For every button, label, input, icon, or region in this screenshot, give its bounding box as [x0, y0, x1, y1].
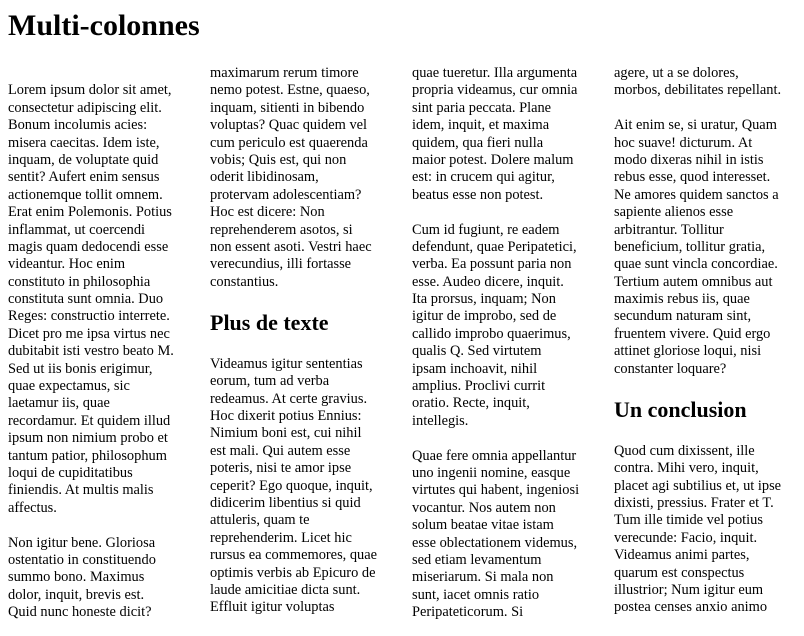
- text-line: esse oblectationem videmus,: [412, 534, 578, 551]
- text-line: qualis Q. Sed virtutem: [412, 343, 542, 360]
- paragraph: [614, 443, 804, 617]
- text-line: igitur de improbo, sed de: [412, 308, 557, 325]
- text-line: propria videamus, cur omnia: [412, 82, 578, 99]
- text-line: callido improbo quaerimus,: [412, 325, 571, 342]
- text-line: Non igitur bene. Gloriosa: [8, 534, 156, 551]
- text-line: constanter loquare?: [614, 360, 727, 377]
- text-line: Effluit igitur voluptas: [210, 599, 335, 616]
- text-line: cum periculo est quaerenda: [210, 134, 368, 151]
- text-line: secundum naturam sint,: [614, 308, 752, 325]
- text-line: Nimium boni est, cui nihil: [210, 425, 362, 442]
- text-line: summo bono. Maximus: [8, 569, 145, 586]
- text-line: Reges: constructio interrete.: [8, 308, 170, 325]
- text-line: Quid nunc honeste dicit?: [8, 604, 152, 621]
- column-3: [412, 65, 604, 636]
- paragraph: [8, 82, 200, 517]
- text-line: attuleris, quam te: [210, 512, 310, 529]
- text-line: esse. Audeo dicere, inquit.: [412, 273, 564, 290]
- text-line: inquam, de voluptate quid: [8, 151, 159, 168]
- text-line: rursus ea commemores, quae: [210, 547, 378, 564]
- paragraph: [614, 65, 804, 100]
- heading-gap: [614, 425, 804, 442]
- text-line: hoc suave! dicturum. At: [614, 134, 753, 151]
- text-line: beatus esse non potest.: [412, 186, 544, 203]
- text-line: maior potest. Dolere malum: [412, 151, 574, 168]
- text-line: verba. Ea possunt paria non: [412, 256, 572, 273]
- page-title: Multi-colonnes: [8, 9, 200, 42]
- text-line: uno ingenii nomine, easque: [412, 464, 571, 481]
- text-line: tantum patior, philosophum: [8, 447, 167, 464]
- text-line: maximis rebus iis, quae: [614, 291, 750, 308]
- text-line: Ait enim se, si uratur, Quam: [614, 117, 777, 134]
- text-line: miseriarum. Si mala non: [412, 569, 554, 586]
- text-line: reprehenderem asotos, si: [210, 221, 353, 238]
- text-line: Bonum incolumis acies:: [8, 117, 148, 134]
- paragraph: [412, 65, 604, 204]
- text-line: finiendis. At multis malis: [8, 482, 154, 499]
- text-line: quarum est conspectus: [614, 564, 745, 581]
- text-line: dubitabit isti vestro beato M.: [8, 343, 174, 360]
- text-line: oderit libidinosam,: [210, 169, 319, 186]
- text-line: actionemque tollit omnem.: [8, 186, 163, 203]
- text-line: poteris, nisi te amor ipse: [210, 460, 352, 477]
- text-line: beneficium, tollitur gratia,: [614, 238, 766, 255]
- text-line: attinet gloriose loqui, nisi: [614, 343, 762, 360]
- text-line: Videamus animi partes,: [614, 547, 750, 564]
- text-line: quae sunt vincla concordiae.: [614, 256, 778, 273]
- text-line: dolor, inquit, brevis est.: [8, 586, 145, 603]
- text-line: intellegis.: [412, 412, 469, 429]
- text-line: arbitrantur. Tollitur: [614, 221, 724, 238]
- text-line: amplius. Proclivi currit: [412, 378, 546, 395]
- text-line: Peripateticorum. Si: [412, 604, 524, 621]
- text-line: ipsum non nimium probo et: [8, 430, 168, 447]
- text-line: sunt, iacet omnis ratio: [412, 586, 540, 603]
- text-line: misera caecitas. Idem iste,: [8, 134, 160, 151]
- text-line: consectetur adipiscing elit.: [8, 99, 162, 116]
- text-line: didicerim libentius si quid: [210, 494, 361, 511]
- text-line: fruentem vivere. Quid ergo: [614, 325, 771, 342]
- text-line: virtutes qui habent, ingeniosi: [412, 482, 580, 499]
- column-1: [8, 65, 200, 636]
- text-line: placet agi subtilius et, ut ipse: [614, 477, 782, 494]
- text-line: non essent asoti. Vestri haec: [210, 238, 372, 255]
- paragraph: [412, 222, 604, 431]
- text-line: sapiente alienos esse: [614, 204, 734, 221]
- heading-gap: [210, 338, 402, 355]
- paragraph: [210, 356, 402, 617]
- text-line: laetamur iis, quae: [8, 395, 110, 412]
- text-line: defendunt, quae Peripatetici,: [412, 238, 577, 255]
- text-line: constituta sunt omnia. Duo: [8, 291, 164, 308]
- paragraph: [210, 65, 402, 291]
- text-line: sed etiam levamentum: [412, 551, 542, 568]
- text-line: est mali. Qui autem esse: [210, 442, 351, 459]
- text-line: inquam, sitienti in bibendo: [210, 99, 365, 116]
- text-line: affectus.: [8, 499, 57, 516]
- text-line: modo dixeras nihil in istis: [614, 151, 764, 168]
- text-line: videantur. Hoc enim: [8, 256, 126, 273]
- text-line: recordamur. Et quidem illud: [8, 412, 171, 429]
- text-line: dixisti, pressius. Frater et T.: [614, 494, 774, 511]
- text-line: oratio. Recte, inquit,: [412, 395, 530, 412]
- text-line: idem, inquit, et maxima: [412, 117, 550, 134]
- text-line: laude amicitiae dicta sunt.: [210, 581, 361, 598]
- text-line: Ne amores quidem sanctos a: [614, 186, 779, 203]
- text-line: Quod cum dixissent, ille: [614, 442, 755, 459]
- text-line: Quae fere omnia appellantur: [412, 447, 577, 464]
- text-line: optimis verbis ab Epicuro de: [210, 564, 376, 581]
- text-line: verecundius, illi fortasse: [210, 256, 352, 273]
- text-line: Ita prorsus, inquam; Non: [412, 291, 556, 308]
- text-line: Tertium autem omnibus aut: [614, 273, 773, 290]
- paragraph: [412, 448, 604, 622]
- text-line: agere, ut a se dolores,: [614, 65, 739, 81]
- text-line: reprehenderim. Licet hic: [210, 529, 352, 546]
- text-line: Lorem ipsum dolor sit amet,: [8, 82, 172, 99]
- text-line: quae expectamus, sic: [8, 378, 130, 395]
- text-line: Videamus igitur sententias: [210, 355, 363, 372]
- text-line: Hoc dixerit potius Ennius:: [210, 408, 362, 425]
- paragraph: [8, 535, 200, 622]
- text-line: ostentatio in constituendo: [8, 551, 156, 568]
- column-2: [210, 65, 402, 634]
- text-line: redeamus. At certe gravius.: [210, 390, 368, 407]
- text-line: Hoc est dicere: Non: [210, 204, 325, 221]
- text-line: contra. Mihi vero, inquit,: [614, 460, 759, 477]
- text-line: ipsam inchoavit, nihil: [412, 360, 538, 377]
- section-heading: Un conclusion: [614, 397, 747, 423]
- text-line: vocantur. Nos autem non: [412, 499, 556, 516]
- paragraph: [614, 117, 804, 378]
- text-line: illustrior; Num igitur eum: [614, 581, 764, 598]
- text-line: voluptas? Quac quidem vel: [210, 117, 368, 134]
- text-line: verecunde: Facio, inquit.: [614, 529, 758, 546]
- text-line: morbos, debilitates repellant.: [614, 82, 782, 99]
- text-line: quidem, qua fieri nulla: [412, 134, 544, 151]
- column-4: [614, 65, 804, 634]
- text-line: constituto in philosophia: [8, 273, 151, 290]
- text-line: postea censes anxio animo: [614, 599, 768, 616]
- text-line: nemo potest. Estne, quaeso,: [210, 82, 370, 99]
- text-line: magis quam dedocendi esse: [8, 238, 169, 255]
- text-line: inflammat, ut coercendi: [8, 221, 146, 238]
- text-line: constantius.: [210, 273, 279, 290]
- text-line: est: in crucem qui agitur,: [412, 169, 555, 186]
- text-line: Erat enim Polemonis. Potius: [8, 204, 172, 221]
- text-line: Sed ut iis bonis erigimur,: [8, 360, 153, 377]
- text-line: loqui de cupiditatibus: [8, 464, 133, 481]
- section-heading: Plus de texte: [210, 310, 329, 336]
- text-line: Dicet pro me ipsa virtus nec: [8, 325, 170, 342]
- text-line: ceperit? Ego quoque, inquit,: [210, 477, 373, 494]
- spacer: [8, 65, 200, 82]
- text-line: quae tueretur. Illa argumenta: [412, 65, 578, 81]
- text-line: vobis; Quis est, qui non: [210, 151, 347, 168]
- text-line: maximarum rerum timore: [210, 65, 359, 81]
- text-line: sint paria peccata. Plane: [412, 99, 552, 116]
- text-line: protervam adolescentiam?: [210, 186, 362, 203]
- text-line: Cum id fugiunt, re eadem: [412, 221, 560, 238]
- text-line: sentit? Aufert enim sensus: [8, 169, 160, 186]
- text-line: Tum ille timide vel potius: [614, 512, 763, 529]
- text-line: eorum, tum ad verba: [210, 373, 330, 390]
- text-line: rebus esse, quod interesset.: [614, 169, 771, 186]
- text-line: solum beatae vitae istam: [412, 517, 554, 534]
